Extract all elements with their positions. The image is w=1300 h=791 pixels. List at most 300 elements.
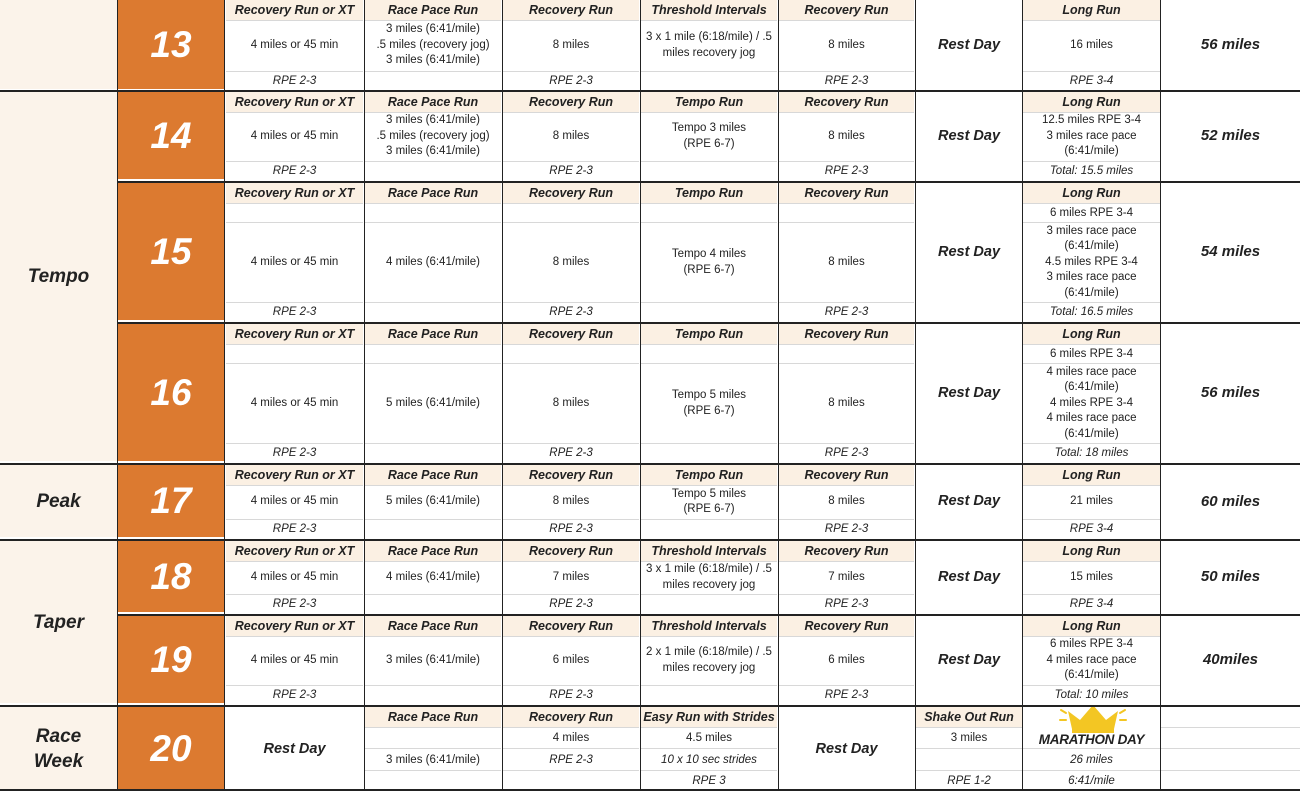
workout-tue — [365, 92, 501, 179]
rest-day: Rest Day — [937, 493, 1001, 509]
workout-line: miles recovery jog — [662, 661, 756, 674]
workout-line: 4 miles race pace — [1046, 365, 1137, 378]
week-number: 20 — [118, 707, 224, 790]
workout-thu — [641, 183, 777, 320]
weekly-total: 54 miles — [1200, 243, 1261, 260]
workout-header: Recovery Run — [503, 92, 639, 113]
workout-body — [779, 485, 914, 519]
workout-line: 4.5 miles — [685, 731, 733, 744]
workout-body — [365, 20, 501, 71]
workout-footer: RPE 2-3 — [226, 685, 363, 704]
rest-day: Rest Day — [937, 384, 1001, 401]
workout-header: Recovery Run — [503, 465, 639, 486]
workout-mon — [226, 0, 363, 89]
weekly-total: 50 miles — [1200, 568, 1261, 585]
horizontal-rule — [0, 90, 1300, 92]
workout-tue — [365, 0, 501, 89]
workout-line: 4 miles race pace — [1046, 412, 1137, 425]
workout-header: Recovery Run — [779, 541, 914, 562]
week-number: 17 — [118, 465, 224, 537]
horizontal-rule — [118, 614, 1300, 616]
phase-race-week-line1: Race — [35, 725, 82, 747]
workout-body — [365, 636, 501, 685]
week-number: 18 — [118, 541, 224, 612]
workout-line: 4 miles race pace — [1046, 653, 1137, 666]
workout-body — [503, 636, 639, 685]
workout-mon — [226, 465, 363, 537]
workout-line: 3 x 1 mile (6:18/mile) / .5 — [646, 31, 772, 43]
workout-line: (6:41/mile) — [1064, 381, 1119, 394]
workout-body — [503, 561, 639, 594]
workout-wed — [503, 324, 639, 461]
workout-line: 6 miles RPE 3-4 — [1049, 347, 1134, 360]
workout-line: 15 miles — [1070, 570, 1113, 583]
workout-line: 3 miles (6:41/mile) — [386, 653, 480, 666]
rest-day: Rest Day — [937, 36, 1001, 53]
workout-footer: RPE 2-3 — [779, 302, 914, 321]
workout-header: Tempo Run — [641, 183, 777, 204]
workout-footer — [365, 594, 501, 613]
workout-header: Recovery Run — [779, 0, 914, 21]
workout-body — [641, 20, 777, 71]
workout-footer: RPE 3-4 — [1023, 594, 1160, 613]
workout-sun — [1023, 324, 1160, 461]
workout-line: miles recovery jog — [662, 46, 756, 59]
vertical-rule — [502, 0, 503, 790]
workout-line: 4 miles (6:41/mile) — [386, 570, 480, 583]
workout-body — [641, 561, 777, 594]
workout-body — [1023, 485, 1160, 519]
workout-line: 4 miles or 45 min — [250, 396, 339, 409]
workout-header: Tempo Run — [641, 324, 777, 345]
workout-footer: RPE 3-4 — [1023, 71, 1160, 90]
workout-body — [1023, 112, 1160, 161]
workout-line: Tempo 4 miles — [671, 248, 747, 260]
workout-sun — [1023, 616, 1160, 703]
workout-tue — [365, 324, 501, 461]
workout-line: 16 miles — [1070, 38, 1113, 51]
workout-footer — [641, 519, 777, 538]
workout-header: Long Run — [1023, 541, 1160, 562]
workout-header: Recovery Run — [503, 0, 639, 21]
workout-line: 4.5 miles RPE 3-4 — [1045, 255, 1138, 268]
rest-day: Rest Day — [937, 243, 1001, 260]
workout-header: Recovery Run — [503, 707, 639, 728]
workout-footer: Total: 16.5 miles — [1023, 302, 1160, 321]
workout-header: Long Run — [1023, 616, 1160, 637]
workout-thu — [641, 0, 777, 89]
workout-line: 21 miles — [1070, 495, 1113, 508]
workout-line: 6 miles RPE 3-4 — [1049, 206, 1134, 219]
workout-thu — [641, 541, 777, 612]
workout-footer: Total: 15.5 miles — [1023, 161, 1160, 180]
workout-body — [779, 636, 914, 685]
workout-thu — [641, 324, 777, 461]
workout-thu — [641, 92, 777, 179]
rest-day: Rest Day — [937, 127, 1001, 144]
workout-header: Recovery Run — [779, 616, 914, 637]
workout-sun — [1023, 541, 1160, 612]
horizontal-rule — [118, 181, 1300, 183]
workout-fri — [779, 92, 914, 179]
workout-header: Long Run — [1023, 0, 1160, 21]
workout-line: Tempo 5 miles — [671, 389, 747, 401]
workout-line: Tempo 3 miles — [671, 122, 747, 134]
vertical-rule — [1160, 0, 1161, 790]
row-divider — [503, 770, 639, 771]
race-week-total — [1161, 707, 1300, 790]
workout-line: (RPE 6-7) — [683, 503, 735, 515]
workout-footer — [641, 161, 777, 180]
workout-line: .5 miles (recovery jog) — [376, 129, 490, 142]
workout-line: 4 miles or 45 min — [250, 570, 339, 583]
workout-header: Shake Out Run — [916, 707, 1022, 728]
workout-header: Threshold Intervals — [641, 616, 777, 637]
workout-fri — [779, 616, 914, 703]
workout-footer — [365, 685, 501, 704]
vertical-rule — [364, 0, 365, 790]
horizontal-rule — [0, 539, 1300, 541]
workout-header: Threshold Intervals — [641, 541, 777, 562]
workout-line: 3 miles (6:41/mile) — [386, 23, 480, 36]
vertical-rule — [640, 0, 641, 790]
workout-thu — [641, 465, 777, 537]
workout-footer: RPE 2-3 — [779, 71, 914, 90]
workout-footer: RPE 2-3 — [503, 161, 639, 180]
workout-body — [503, 112, 639, 161]
workout-footer — [641, 71, 777, 90]
workout-tue — [365, 616, 501, 703]
workout-header: Race Pace Run — [365, 541, 501, 562]
horizontal-rule — [118, 322, 1300, 324]
workout-line: 8 miles — [828, 495, 865, 508]
workout-line: 6 miles — [828, 653, 865, 666]
row-divider — [1161, 770, 1300, 771]
workout-body — [1023, 364, 1160, 443]
workout-fri — [779, 465, 914, 537]
workout-header: Recovery Run — [779, 465, 914, 486]
workout-footer: Total: 10 miles — [1023, 685, 1160, 704]
workout-tue — [365, 541, 501, 612]
workout-body — [779, 112, 914, 161]
week-number: 19 — [118, 616, 224, 703]
workout-body — [365, 223, 501, 302]
workout-header: Race Pace Run — [365, 465, 501, 486]
workout-line: 4 miles (6:41/mile) — [386, 255, 480, 268]
workout-header: Recovery Run — [503, 183, 639, 204]
workout-footer: RPE 2-3 — [779, 594, 914, 613]
vertical-rule — [224, 0, 225, 790]
workout-header: Easy Run with Strides — [641, 707, 777, 728]
workout-footer: RPE 2-3 — [226, 443, 363, 462]
workout-line: (6:41/mile) — [1064, 145, 1119, 158]
workout-footer — [641, 443, 777, 462]
workout-line — [365, 727, 501, 748]
workout-body — [365, 364, 501, 443]
vertical-rule — [915, 0, 916, 790]
weekly-total: 40miles — [1202, 651, 1259, 668]
workout-header: Race Pace Run — [365, 324, 501, 345]
marathon-day-title: MARATHON DAY — [1038, 731, 1145, 747]
workout-wed — [503, 616, 639, 703]
workout-footer: RPE 2-3 — [503, 685, 639, 704]
workout-line: 3 miles race pace — [1046, 271, 1137, 284]
rest-day: Rest Day — [937, 651, 1001, 668]
workout-line: 12.5 miles RPE 3-4 — [1041, 114, 1142, 127]
workout-header: Recovery Run — [779, 324, 914, 345]
workout-line: 8 miles — [552, 396, 590, 409]
weekly-total: 56 miles — [1200, 36, 1261, 53]
workout-line: 4 miles or 45 min — [250, 255, 339, 268]
workout-footer: RPE 3-4 — [1023, 519, 1160, 538]
workout-fri — [779, 541, 914, 612]
workout-line: RPE 1-2 — [947, 774, 991, 787]
workout-line: 8 miles — [828, 396, 865, 409]
weekly-total: 52 miles — [1200, 127, 1261, 144]
workout-fri — [779, 183, 914, 320]
workout-tue — [365, 465, 501, 537]
workout-line: 4 miles or 45 min — [250, 653, 339, 666]
workout-wed — [503, 541, 639, 612]
workout-sun — [1023, 183, 1160, 320]
workout-line: 4 miles — [552, 731, 590, 744]
workout-line: 6 miles RPE 3-4 — [1049, 638, 1134, 651]
workout-footer: Total: 18 miles — [1023, 443, 1160, 462]
workout-line: 5 miles (6:41/mile) — [386, 495, 480, 508]
workout-body — [226, 223, 363, 302]
vertical-rule — [1022, 0, 1023, 790]
workout-wed — [503, 0, 639, 89]
workout-wed — [503, 92, 639, 179]
workout-footer — [365, 519, 501, 538]
workout-body — [365, 485, 501, 519]
workout-sun — [1023, 465, 1160, 537]
workout-footer — [365, 71, 501, 90]
workout-body — [641, 364, 777, 443]
workout-mon — [226, 541, 363, 612]
workout-header: Recovery Run — [503, 616, 639, 637]
workout-header: Race Pace Run — [365, 92, 501, 113]
workout-header: Long Run — [1023, 324, 1160, 345]
workout-line: 3 miles (6:41/mile) — [386, 145, 480, 158]
workout-header: Recovery Run or XT — [226, 616, 363, 637]
phase-taper: Taper — [0, 541, 117, 703]
phase-race-week-line2: Week — [33, 750, 84, 772]
workout-body — [226, 485, 363, 519]
workout-body — [226, 561, 363, 594]
workout-line: (6:41/mile) — [1064, 240, 1119, 253]
workout-line: Tempo 5 miles — [671, 487, 747, 500]
workout-line: RPE 3 — [692, 774, 726, 787]
race-week-thursday — [641, 707, 777, 790]
workout-line: 4 miles or 45 min — [250, 495, 339, 508]
workout-header: Recovery Run — [503, 541, 639, 562]
workout-body — [226, 636, 363, 685]
workout-footer: RPE 2-3 — [226, 302, 363, 321]
workout-body — [503, 485, 639, 519]
workout-line: 3 miles (6:41/mile) — [386, 54, 480, 67]
workout-body — [365, 561, 501, 594]
workout-footer: RPE 2-3 — [779, 443, 914, 462]
race-week-friday: Rest Day — [815, 740, 878, 757]
workout-line: (RPE 6-7) — [683, 404, 735, 417]
workout-line: 4 miles RPE 3-4 — [1049, 396, 1134, 409]
workout-line: 7 miles — [828, 570, 865, 583]
horizontal-rule — [0, 463, 1300, 465]
workout-footer — [365, 443, 501, 462]
workout-line: (6:41/mile) — [1064, 286, 1119, 299]
workout-body — [365, 112, 501, 161]
race-week-tuesday — [365, 707, 501, 790]
workout-body — [779, 364, 914, 443]
workout-footer: RPE 2-3 — [226, 161, 363, 180]
workout-line: 8 miles — [828, 255, 865, 268]
workout-footer: RPE 2-3 — [779, 685, 914, 704]
workout-body — [1023, 636, 1160, 685]
workout-line: 5 miles (6:41/mile) — [386, 396, 480, 409]
workout-line: 3 miles race pace — [1046, 224, 1137, 237]
workout-header: Long Run — [1023, 183, 1160, 204]
workout-fri — [779, 0, 914, 89]
workout-line: 3 x 1 mile (6:18/mile) / .5 — [646, 563, 772, 575]
workout-header: Recovery Run or XT — [226, 0, 363, 21]
workout-body — [503, 20, 639, 71]
workout-header: Recovery Run or XT — [226, 541, 363, 562]
workout-wed — [503, 183, 639, 320]
workout-footer: RPE 2-3 — [779, 161, 914, 180]
horizontal-rule — [0, 705, 1300, 707]
workout-header: Race Pace Run — [365, 707, 501, 728]
weekly-total: 56 miles — [1200, 384, 1261, 401]
workout-line: 3 miles (6:41/mile) — [386, 753, 480, 766]
workout-line: miles recovery jog — [662, 578, 756, 591]
workout-line: 4 miles or 45 min — [250, 129, 339, 142]
workout-thu — [641, 616, 777, 703]
week-number: 13 — [118, 0, 224, 89]
vertical-rule — [778, 0, 779, 790]
workout-line: 3 miles race pace — [1046, 129, 1137, 142]
week-number: 15 — [118, 183, 224, 320]
workout-body — [779, 561, 914, 594]
workout-header: Tempo Run — [641, 92, 777, 113]
workout-header: Recovery Run or XT — [226, 324, 363, 345]
workout-line: (6:41/mile) — [1064, 669, 1119, 682]
workout-body — [641, 112, 777, 161]
phase-blank — [0, 0, 117, 89]
workout-line: 4 miles or 45 min — [250, 38, 339, 51]
workout-line: 8 miles — [828, 38, 865, 51]
workout-header: Race Pace Run — [365, 0, 501, 21]
workout-header: Recovery Run or XT — [226, 465, 363, 486]
workout-mon — [226, 92, 363, 179]
workout-line: 3 miles — [950, 731, 988, 744]
race-week-wednesday — [503, 707, 639, 790]
workout-line: .5 miles (recovery jog) — [376, 38, 490, 51]
workout-body — [226, 112, 363, 161]
workout-line: 8 miles — [552, 495, 590, 508]
phase-tempo: Tempo — [0, 92, 117, 461]
workout-header: Recovery Run — [503, 324, 639, 345]
workout-body — [226, 20, 363, 71]
workout-line: (RPE 6-7) — [683, 137, 735, 150]
workout-body — [641, 485, 777, 519]
race-week-monday: Rest Day — [263, 740, 326, 757]
workout-line: 3 miles (6:41/mile) — [386, 114, 480, 127]
workout-footer: RPE 2-3 — [226, 519, 363, 538]
workout-footer: RPE 2-3 — [503, 443, 639, 462]
workout-header: Recovery Run or XT — [226, 92, 363, 113]
workout-header: Recovery Run — [779, 92, 914, 113]
workout-footer: RPE 2-3 — [226, 71, 363, 90]
workout-header: Threshold Intervals — [641, 0, 777, 21]
workout-line: 6 miles — [552, 653, 590, 666]
workout-sun — [1023, 92, 1160, 179]
workout-footer: RPE 2-3 — [226, 594, 363, 613]
workout-line: 8 miles — [552, 38, 590, 51]
workout-body — [1023, 20, 1160, 71]
workout-mon — [226, 324, 363, 461]
workout-footer — [641, 302, 777, 321]
workout-line: 8 miles — [552, 255, 590, 268]
workout-body — [641, 636, 777, 685]
workout-fri — [779, 324, 914, 461]
workout-mon — [226, 616, 363, 703]
row-divider — [1161, 748, 1300, 749]
workout-tue — [365, 183, 501, 320]
workout-line: RPE 2-3 — [549, 753, 593, 766]
row-divider — [1161, 727, 1300, 728]
workout-footer — [641, 594, 777, 613]
workout-header: Race Pace Run — [365, 183, 501, 204]
workout-footer — [365, 302, 501, 321]
workout-body — [1023, 561, 1160, 594]
workout-header: Long Run — [1023, 465, 1160, 486]
workout-footer — [365, 161, 501, 180]
row-divider — [365, 770, 501, 771]
workout-header: Recovery Run — [779, 183, 914, 204]
workout-header: Recovery Run or XT — [226, 183, 363, 204]
workout-body — [1023, 223, 1160, 302]
workout-footer: RPE 2-3 — [503, 71, 639, 90]
phase-race-week — [0, 707, 117, 790]
week-number: 14 — [118, 92, 224, 179]
vertical-rule — [117, 0, 118, 790]
workout-footer: RPE 2-3 — [503, 519, 639, 538]
workout-body — [779, 223, 914, 302]
workout-header: Long Run — [1023, 92, 1160, 113]
workout-line: 10 x 10 sec strides — [661, 753, 757, 766]
rest-day: Rest Day — [937, 568, 1001, 585]
workout-wed — [503, 465, 639, 537]
workout-sun — [1023, 0, 1160, 89]
workout-line: 7 miles — [552, 570, 590, 583]
workout-footer — [641, 685, 777, 704]
week-number: 16 — [118, 324, 224, 461]
workout-line: 26 miles — [1070, 753, 1113, 766]
workout-line: 8 miles — [552, 129, 590, 142]
workout-line: 8 miles — [828, 129, 865, 142]
workout-body — [503, 223, 639, 302]
workout-body — [503, 364, 639, 443]
workout-header: Race Pace Run — [365, 616, 501, 637]
workout-body — [779, 20, 914, 71]
workout-body — [226, 364, 363, 443]
phase-peak: Peak — [0, 465, 117, 537]
workout-header: Tempo Run — [641, 465, 777, 486]
workout-line: 2 x 1 mile (6:18/mile) / .5 — [646, 646, 772, 658]
workout-line — [916, 749, 1022, 770]
workout-line: (RPE 6-7) — [683, 263, 735, 276]
